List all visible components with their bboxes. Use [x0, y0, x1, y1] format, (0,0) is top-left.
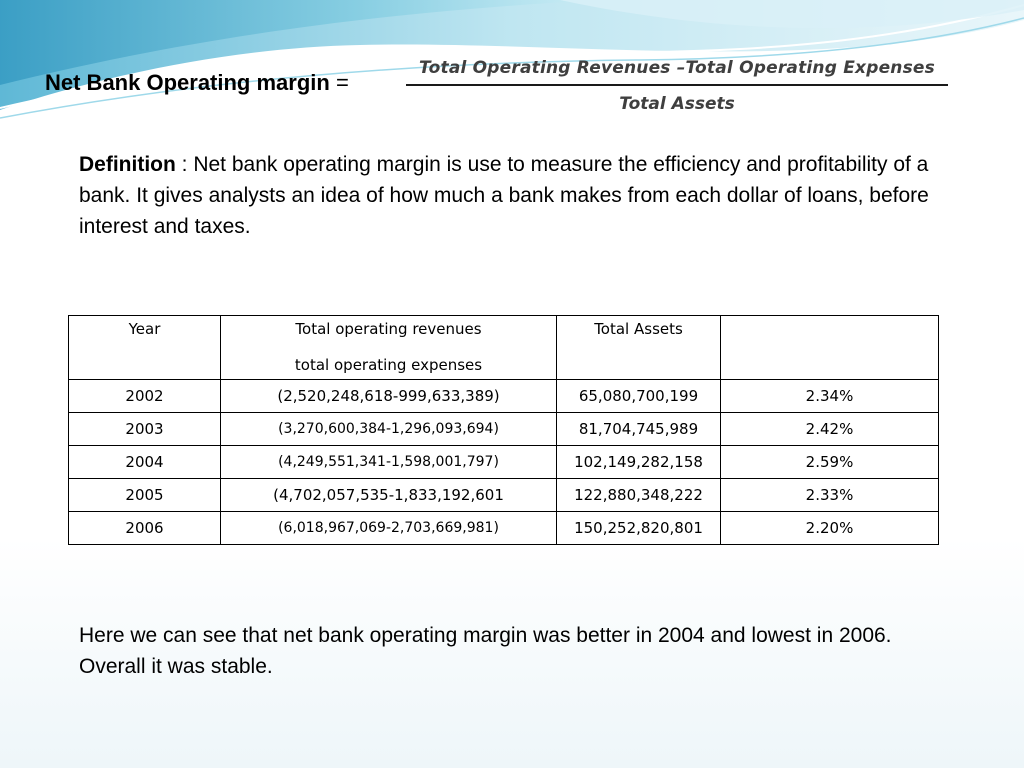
cell-year: 2003 — [69, 413, 221, 446]
fraction-bar — [406, 84, 948, 86]
cell-assets: 122,880,348,222 — [557, 479, 721, 512]
cell-revenues: (4,249,551,341-1,598,001,797) — [221, 446, 557, 479]
table-row — [69, 380, 939, 413]
formula-equals: = — [329, 70, 349, 95]
formula-title: Net Bank Operating margin — [45, 70, 330, 95]
cell-assets: 65,080,700,199 — [557, 380, 721, 413]
header-revenues-line2: total operating expenses — [294, 356, 483, 374]
conclusion-paragraph: Here we can see that net bank operating margin was better in 2004 and lowest in 2006. Overall it was stable. — [79, 624, 892, 678]
table-header-row — [69, 316, 939, 380]
table-row — [69, 479, 939, 512]
cell-margin: 2.20% — [721, 512, 939, 545]
cell-revenues: (3,270,600,384-1,296,093,694) — [221, 413, 557, 446]
cell-assets: 150,252,820,801 — [557, 512, 721, 545]
operating-margin-table — [68, 315, 939, 545]
cell-year: 2006 — [69, 512, 221, 545]
table-row — [69, 512, 939, 545]
header-margin — [721, 316, 939, 380]
formula-numerator: Total Operating Revenues –Total Operating Expenses — [419, 58, 935, 78]
cell-year: 2004 — [69, 446, 221, 479]
cell-revenues: (6,018,967,069-2,703,669,981) — [221, 512, 557, 545]
cell-margin: 2.42% — [721, 413, 939, 446]
cell-margin: 2.59% — [721, 446, 939, 479]
cell-margin: 2.34% — [721, 380, 939, 413]
cell-margin: 2.33% — [721, 479, 939, 512]
header-revenues-line1: Total operating revenues — [295, 320, 482, 338]
definition-paragraph — [79, 149, 929, 242]
definition-text: : Net bank operating margin is use to measure the efficiency and profitability of a bank. It gives analysts an idea of how much a bank makes from each dollar of loans, before interest and taxes. — [79, 153, 929, 238]
cell-revenues: (2,520,248,618-999,633,389) — [221, 380, 557, 413]
cell-revenues: (4,702,057,535-1,833,192,601 — [221, 479, 557, 512]
cell-assets: 81,704,745,989 — [557, 413, 721, 446]
header-year: Year — [69, 316, 221, 380]
formula-denominator: Total Assets — [619, 94, 735, 114]
formula-fraction — [406, 58, 948, 114]
formula-label — [45, 70, 349, 96]
header-revenues — [221, 316, 557, 380]
cell-year: 2002 — [69, 380, 221, 413]
cell-assets: 102,149,282,158 — [557, 446, 721, 479]
cell-year: 2005 — [69, 479, 221, 512]
table-row — [69, 413, 939, 446]
definition-heading: Definition — [79, 153, 176, 176]
table-row — [69, 446, 939, 479]
header-assets: Total Assets — [557, 316, 721, 380]
